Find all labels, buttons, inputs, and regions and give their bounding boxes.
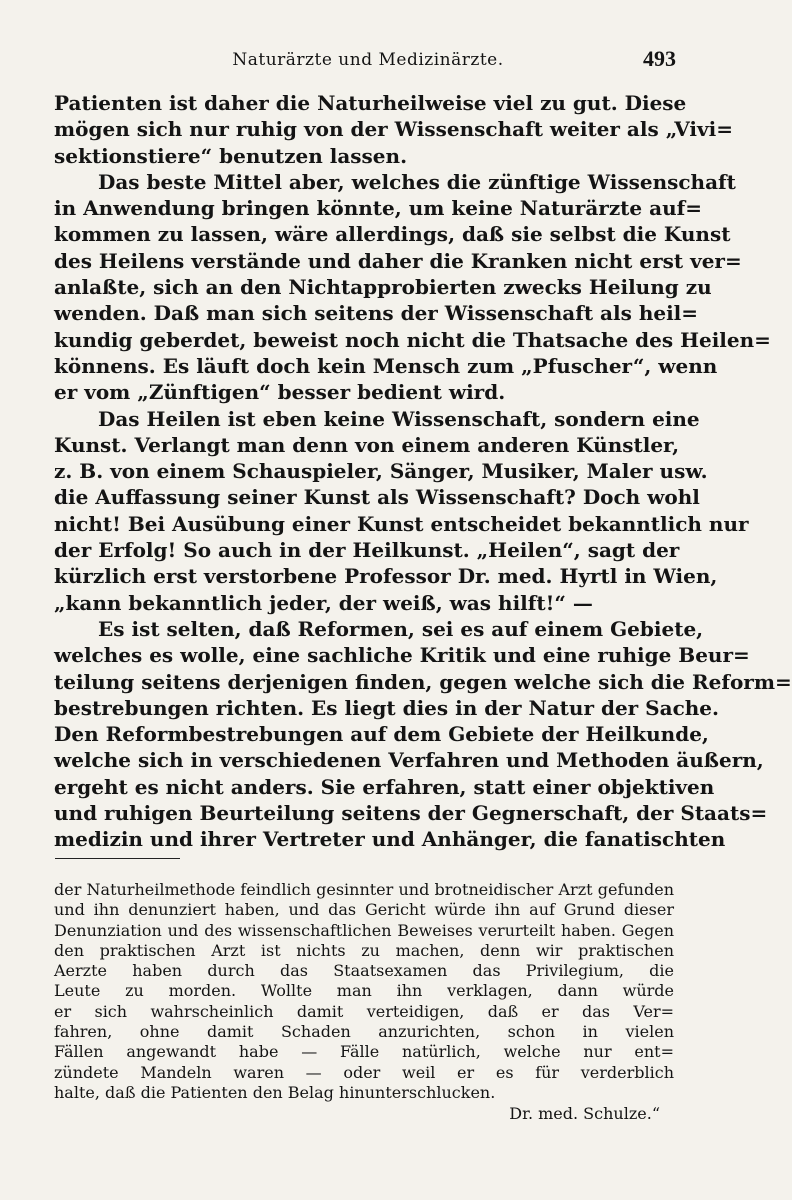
text-line: könnens. Es läuft doch kein Mensch zum „Pfuscher“, wenn <box>54 353 718 378</box>
text-line: Den Reformbestrebungen auf dem Gebiete der Heilkunde, <box>54 722 709 747</box>
footnote-line: Denunziation und des wissenschaftlichen Beweises verurteilt haben. Gegen <box>54 920 674 940</box>
footnote-line: Aerzte haben durch das Staatsexamen das Privilegium, die <box>54 961 674 981</box>
text-line: kürzlich erst verstorbene Professor Dr. med. Hyrtl in Wien, <box>54 564 718 589</box>
footnote-line: Fällen angewandt habe — Fälle natürlich, welche nur ent= <box>54 1042 674 1062</box>
text-line: nicht! Bei Ausübung einer Kunst entscheidet bekanntlich nur <box>54 511 749 536</box>
text-line: wenden. Daß man sich seitens der Wissenschaft als heil= <box>54 301 699 326</box>
text-line: medizin und ihrer Vertreter und Anhänger, die fanatischten <box>54 827 726 852</box>
running-header <box>60 46 676 76</box>
footnote-line: halte, daß die Patienten den Belag hinunterschlucken. <box>54 1082 496 1102</box>
text-line: der Erfolg! So auch in der Heilkunst. „Heilen“, sagt der <box>54 538 680 563</box>
footnote <box>54 880 674 1125</box>
text-line: bestrebungen richten. Es liegt dies in der Natur der Sache. <box>54 695 719 720</box>
footnote-line: zündete Mandeln waren — oder weil er es für verderblich <box>54 1062 674 1082</box>
footnote-line: Leute zu morden. Wollte man ihn verklagen, dann würde <box>54 981 674 1001</box>
text-line: Das Heilen ist eben keine Wissenschaft, sondern eine <box>98 406 700 431</box>
text-line: Patienten ist daher die Naturheilweise viel zu gut. Diese <box>54 91 687 115</box>
text-line: welche sich in verschiedenen Verfahren und Methoden äußern, <box>54 748 764 773</box>
text-line: ergeht es nicht anders. Sie erfahren, statt einer objektiven <box>54 774 715 799</box>
text-line: die Auffassung seiner Kunst als Wissenschaft? Doch wohl <box>54 485 700 510</box>
text-line: Es ist selten, daß Reformen, sei es auf einem Gebiete, <box>98 616 704 641</box>
footnote-signature: Dr. med. Schulze.“ <box>509 1104 660 1124</box>
text-line: z. B. von einem Schauspieler, Sänger, Musiker, Maler usw. <box>54 459 708 484</box>
footnote-line: und ihn denunziert haben, und das Gericht würde ihn auf Grund dieser <box>54 900 674 920</box>
footnote-line: der Naturheilmethode feindlich gesinnter und brotneidischer Arzt gefunden <box>54 880 674 899</box>
footnote-line: er sich wahrscheinlich damit verteidigen, daß er das Ver= <box>54 1001 674 1021</box>
text-line: er vom „Zünftigen“ besser bedient wird. <box>54 380 506 405</box>
text-line: und ruhigen Beurteilung seitens der Gegnerschaft, der Staats= <box>54 801 768 826</box>
text-line: des Heilens verstände und daher die Kranken nicht erst ver= <box>54 248 742 273</box>
main-text <box>54 90 792 853</box>
text-line: mögen sich nur ruhig von der Wissenschaft weiter als „Vivi= <box>54 117 733 142</box>
footnote-line: den praktischen Arzt ist nichts zu machen, denn wir praktischen <box>54 940 674 960</box>
running-title: Naturärzte und Medizinärzte. <box>232 50 504 70</box>
footnote-line: fahren, ohne damit Schaden anzurichten, schon in vielen <box>54 1022 674 1042</box>
text-line: Kunst. Verlangt man denn von einem anderen Künstler, <box>54 432 680 457</box>
text-line: „kann bekanntlich jeder, der weiß, was hilft!“ — <box>54 590 593 615</box>
text-line: welches es wolle, eine sachliche Kritik und eine ruhige Beur= <box>54 643 750 668</box>
text-line: teilung seitens derjenigen finden, gegen welche sich die Reform= <box>54 669 792 694</box>
page-number: 493 <box>643 46 676 71</box>
text-line: sektionstiere“ benutzen lassen. <box>54 143 408 168</box>
text-line: anlaßte, sich an den Nichtapprobierten zwecks Heilung zu <box>54 275 712 300</box>
footnote-rule <box>55 858 180 859</box>
text-line: in Anwendung bringen könnte, um keine Naturärzte auf= <box>54 196 702 221</box>
text-line: kundig geberdet, beweist noch nicht die Thatsache des Heilen= <box>54 327 771 352</box>
text-line: Das beste Mittel aber, welches die zünftige Wissenschaft <box>98 169 736 194</box>
text-line: kommen zu lassen, wäre allerdings, daß sie selbst die Kunst <box>54 222 731 247</box>
